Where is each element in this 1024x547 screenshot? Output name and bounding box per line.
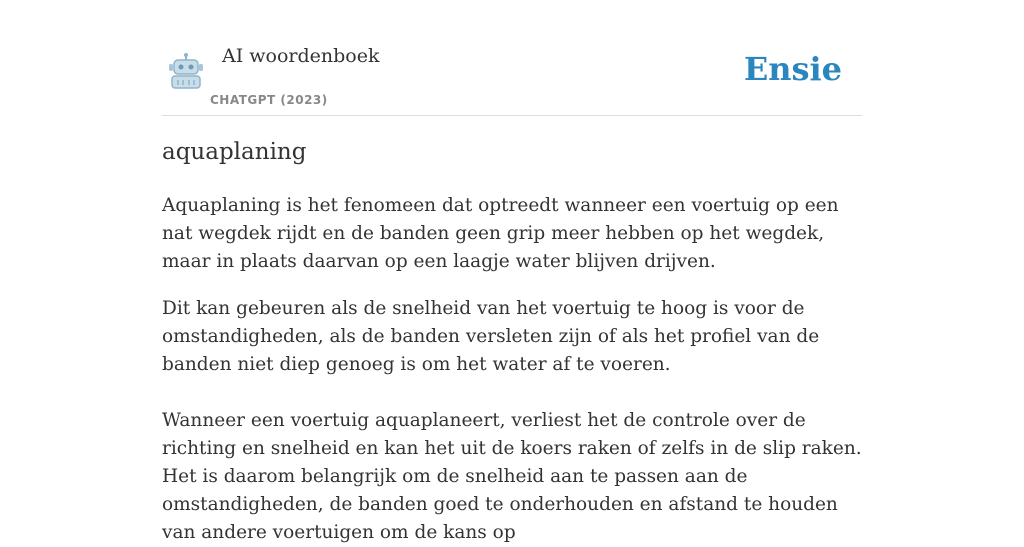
source-title[interactable]: AI woordenboek — [222, 45, 380, 67]
source-subtitle: CHATGPT (2023) — [210, 93, 328, 107]
definition-paragraph: Wanneer een voertuig aquaplaneert, verliest het de controle over de richting en snelheid en kan het uit de koers raken of zelfs in de slip raken. Het is daarom belangrijk om de snelheid aan te passen aan de omstandigheden, de banden goed te onderhouden en afstand te houden van andere voertuigen om de kans op — [162, 410, 862, 543]
entry-term: aquaplaning — [162, 139, 307, 165]
page-content — [162, 0, 862, 543]
definition-paragraph: Aquaplaning is het fenomeen dat optreedt wanneer een voertuig op een nat wegdek rijdt en de banden geen grip meer hebben op het wegdek, maar in plaats daarvan op een laagje water blijven drijven. — [162, 195, 839, 272]
definition-paragraph: Dit kan gebeuren als de snelheid van het voertuig te hoog is voor de omstandigheden, als de banden versleten zijn of als het profiel van de banden niet diep genoeg is om het water af te voeren. — [162, 298, 820, 375]
entry-header — [162, 0, 862, 116]
brand-logo[interactable]: Ensie — [743, 50, 842, 88]
robot-icon — [166, 52, 206, 90]
